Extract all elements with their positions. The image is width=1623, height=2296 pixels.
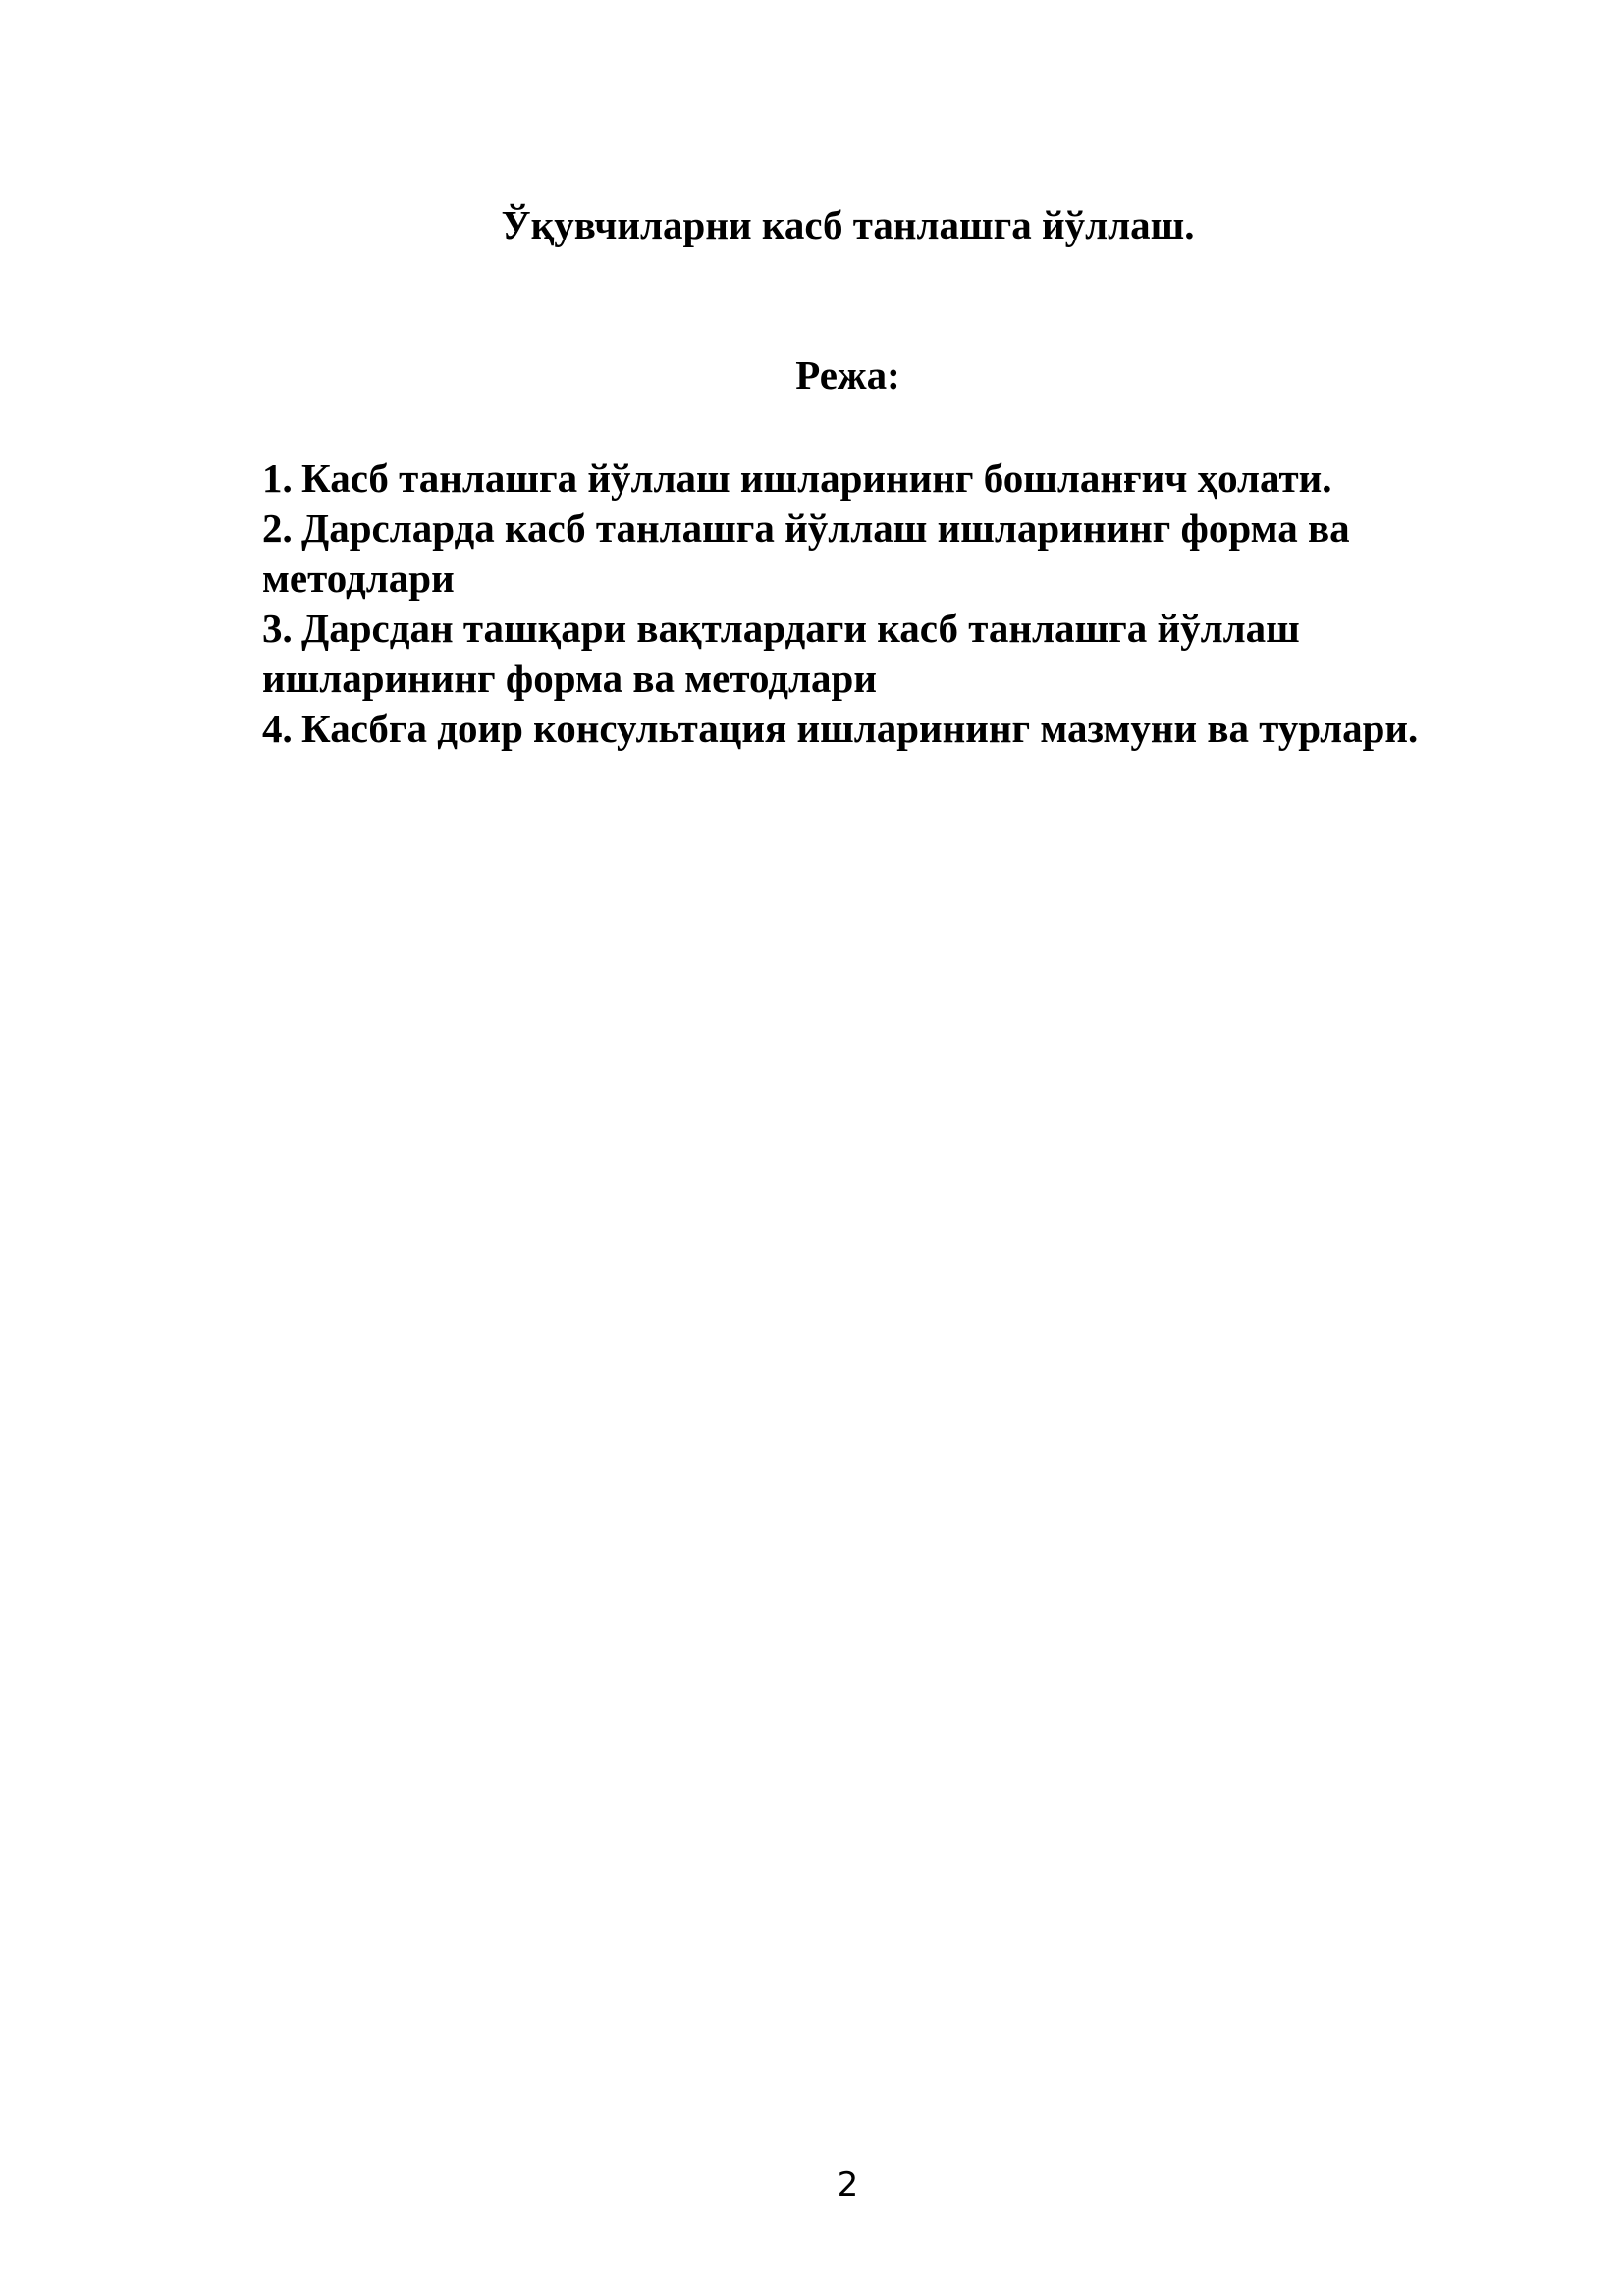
plan-item-3 <box>262 604 1539 704</box>
plan-item-text: Дарсларда касб танлашга йўллаш ишларининг форма ва методлари <box>262 506 1350 601</box>
plan-item-1 <box>262 454 1539 504</box>
plan-item-number: 1. <box>262 455 293 501</box>
plan-item-text: Касбга доир консультация ишларининг мазмуни ва турлари. <box>301 706 1419 751</box>
page-number: 2 <box>837 2165 859 2205</box>
plan-item-4 <box>262 704 1539 754</box>
plan-item-number: 4. <box>262 706 293 751</box>
plan-item-number: 2. <box>262 506 293 551</box>
document-title: Ўқувчиларни касб танлашга йўллаш. <box>501 202 1195 247</box>
plan-item-text: Касб танлашга йўллаш ишларининг бошланғич ҳолати. <box>301 455 1332 501</box>
plan-list <box>262 454 1539 754</box>
plan-item-text: Дарсдан ташқари вақтлардаги касб танлашга йўллаш ишларининг форма ва методлари <box>262 606 1300 701</box>
plan-heading: Режа: <box>795 352 900 398</box>
plan-item-2 <box>262 504 1539 604</box>
plan-item-number: 3. <box>262 606 293 651</box>
